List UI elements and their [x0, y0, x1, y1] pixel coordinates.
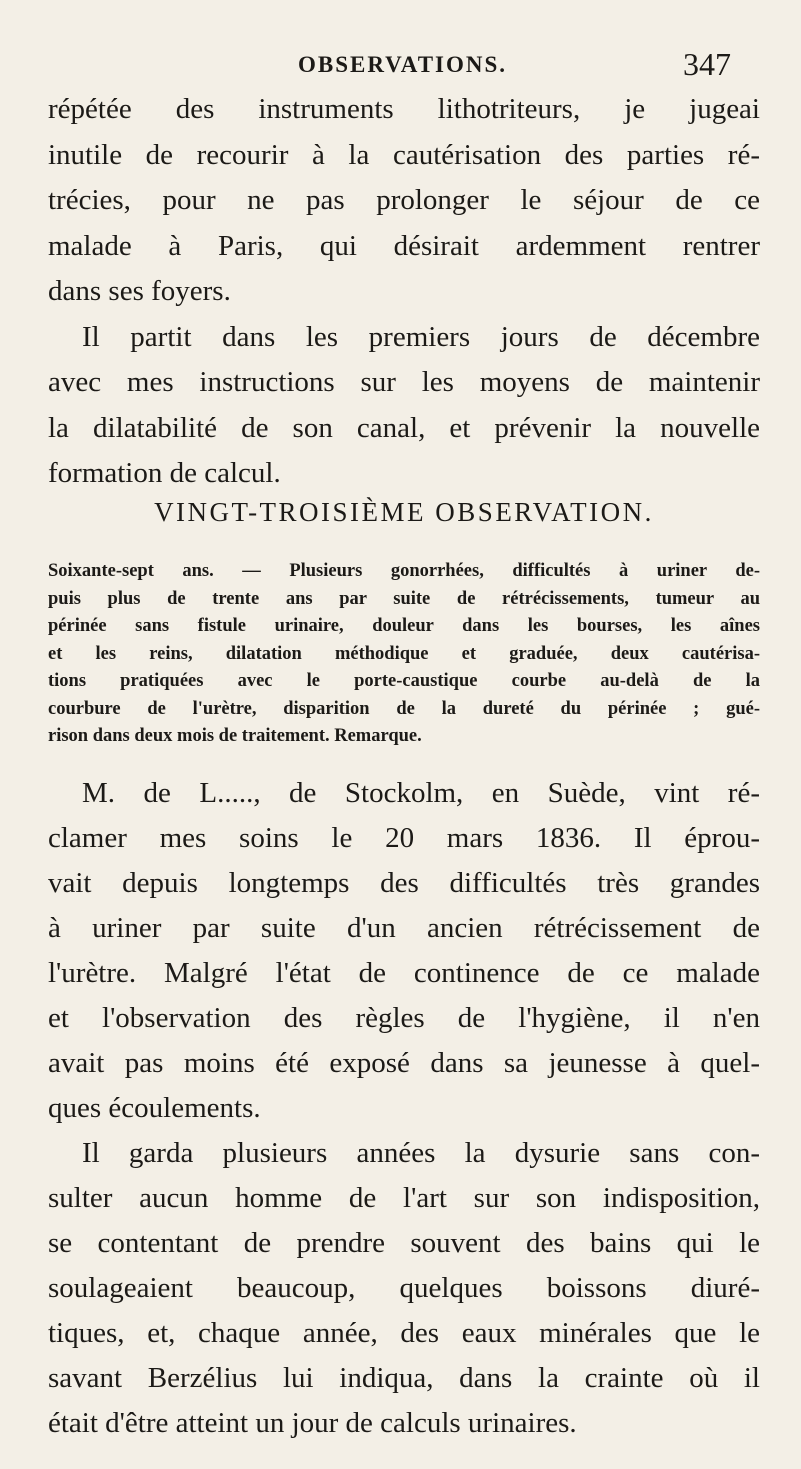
text-line: sulter aucun homme de l'art sur son indisposition, [48, 1182, 760, 1214]
text-line: se contentant de prendre souvent des bains qui le [48, 1227, 760, 1259]
text-line: soulageaient beaucoup, quelques boissons diuré- [48, 1272, 760, 1304]
paragraph-continuation [48, 87, 760, 497]
page-number: 347 [683, 46, 731, 82]
summary-line: tions pratiquées avec le porte-caustique courbe au-delà de la [48, 671, 760, 691]
text-line: inutile de recourir à la cautérisation des parties ré- [48, 138, 760, 171]
text-line: formation de calcul. [48, 457, 281, 489]
text-line: la dilatabilité de son canal, et prévenir la nouvelle [48, 411, 760, 444]
running-head: OBSERVATIONS. [298, 52, 508, 77]
summary-line: puis plus de trente ans par suite de rétrécissements, tumeur au [48, 588, 760, 609]
summary-line: Soixante-sept ans. — Plusieurs gonorrhées, difficultés à uriner de- [48, 561, 760, 581]
text-line: avec mes instructions sur les moyens de maintenir [48, 366, 760, 398]
text-line: à uriner par suite d'un ancien rétrécissement de [48, 912, 760, 944]
summary-line: périnée sans fistule urinaire, douleur dans les bourses, les aînes [48, 616, 760, 636]
text-line: était d'être atteint un jour de calculs urinaires. [48, 1407, 577, 1439]
text-line: Il partit dans les premiers jours de décembre [82, 320, 760, 353]
text-line: ques écoulements. [48, 1092, 261, 1124]
case-summary [48, 558, 760, 751]
text-line: trécies, pour ne pas prolonger le séjour de ce [48, 184, 760, 216]
text-line: malade à Paris, qui désirait ardemment rentrer [48, 229, 760, 262]
page-header [0, 46, 801, 86]
summary-line: et les reins, dilatation méthodique et graduée, deux cautérisa- [48, 643, 760, 664]
summary-line: courbure de l'urètre, disparition de la dureté du périnée ; gué- [48, 698, 760, 719]
text-line: tiques, et, chaque année, des eaux minérales que le [48, 1317, 760, 1349]
text-line: avait pas moins été exposé dans sa jeunesse à quel- [48, 1047, 760, 1079]
text-line: et l'observation des règles de l'hygiène, il n'en [48, 1002, 760, 1034]
text-line: l'urètre. Malgré l'état de continence de ce malade [48, 957, 760, 989]
text-line: dans ses foyers. [48, 275, 231, 307]
text-line: savant Berzélius lui indiqua, dans la crainte où il [48, 1362, 760, 1394]
text-line: M. de L....., de Stockolm, en Suède, vint ré- [82, 777, 760, 809]
section-heading: VINGT-TROISIÈME OBSERVATION. [154, 497, 654, 527]
text-line: Il garda plusieurs années la dysurie sans con- [82, 1137, 760, 1169]
text-line: vait depuis longtemps des difficultés très grandes [48, 867, 760, 899]
text-line: répétée des instruments lithotriteurs, je jugeai [48, 93, 760, 125]
text-line: clamer mes soins le 20 mars 1836. Il éprou- [48, 822, 760, 854]
summary-line: rison dans deux mois de traitement. Remarque. [48, 726, 422, 746]
observation-body [48, 771, 760, 1446]
